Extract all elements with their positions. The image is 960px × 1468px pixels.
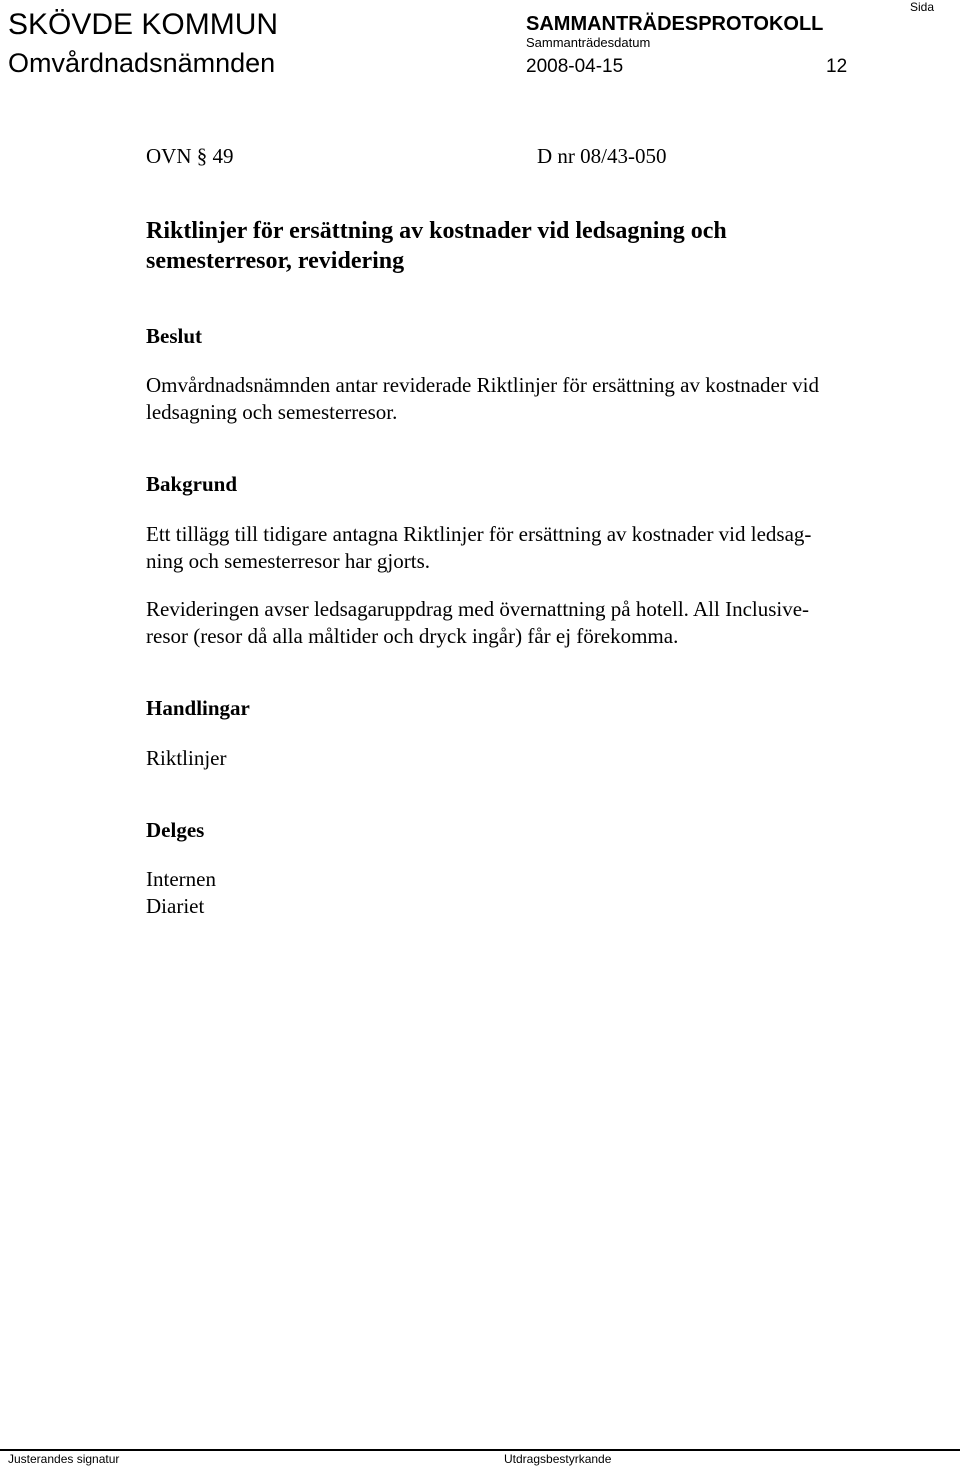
- section-heading-delges: Delges: [146, 818, 205, 842]
- bakgrund-text-line: resor (resor då alla måltider och dryck ingår) får ej förekomma.: [146, 624, 679, 648]
- footer-divider: [0, 1449, 960, 1451]
- page-number: 12: [826, 56, 848, 77]
- handlingar-item: Riktlinjer: [146, 746, 227, 770]
- beslut-text-line: ledsagning och semesterresor.: [146, 400, 398, 424]
- municipality-name: SKÖVDE KOMMUN: [8, 8, 279, 41]
- diary-number: D nr 08/43-050: [537, 144, 667, 168]
- bakgrund-text-line: ning och semesterresor har gjorts.: [146, 549, 431, 573]
- meeting-date: 2008-04-15: [526, 56, 624, 77]
- delges-item: Diariet: [146, 894, 205, 918]
- document-title: Riktlinjer för ersättning av kostnader vid ledsagning och semesterresor, revidering: [146, 218, 727, 274]
- delges-item: Internen: [146, 867, 216, 891]
- section-heading-beslut: Beslut: [146, 324, 203, 348]
- certification-label: Utdragsbestyrkande: [504, 1452, 612, 1466]
- bakgrund-text-line: Ett tillägg till tidigare antagna Riktlinjer för ersättning av kostnader vid ledsag-: [146, 522, 812, 546]
- section-heading-bakgrund: Bakgrund: [146, 472, 238, 496]
- bakgrund-text-line: Revideringen avser ledsagaruppdrag med övernattning på hotell. All Inclusive-: [146, 597, 810, 621]
- meeting-date-label: Sammanträdesdatum: [526, 35, 651, 50]
- committee-name: Omvårdnadsnämnden: [8, 48, 276, 78]
- beslut-text-line: Omvårdnadsnämnden antar reviderade Riktlinjer för ersättning av kostnader vid: [146, 373, 819, 397]
- protocol-title: SAMMANTRÄDESPROTOKOLL: [526, 13, 824, 35]
- paragraph-reference: OVN § 49: [146, 144, 234, 168]
- section-heading-handlingar: Handlingar: [146, 696, 250, 720]
- page-label: Sida: [910, 0, 935, 14]
- signature-label: Justerandes signatur: [8, 1452, 120, 1466]
